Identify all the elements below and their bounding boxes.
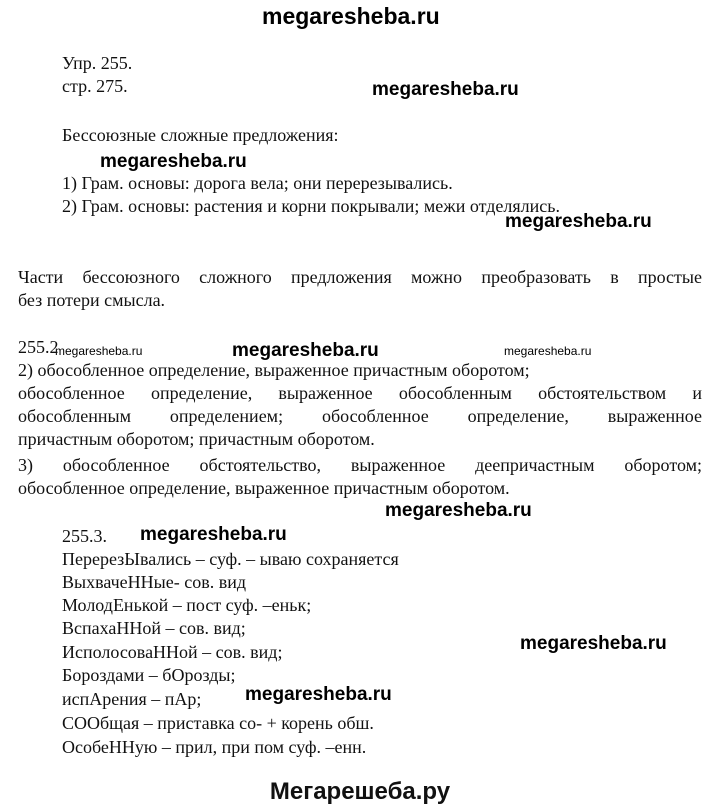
watermark: megaresheba.ru [372,79,519,100]
list-item: ПеререзЫвались – суф. – ываю сохраняется [62,549,399,569]
watermark-small: megaresheba.ru [504,344,592,358]
list-item: ОсобеННую – прил, при пом суф. –енн. [62,737,367,757]
watermark: megaresheba.ru [100,151,247,172]
list-item: ВспахаННой – сов. вид; [62,618,246,638]
watermark: megaresheba.ru [140,524,287,545]
list-item: Бороздами – бОрозды; [62,665,236,685]
watermark: megaresheba.ru [232,340,379,361]
list-item: МолодЕнькой – пост суф. –еньк; [62,595,312,615]
list-item: испАрения – пАр; [62,689,202,709]
exercise-number: Упр. 255. [62,53,133,73]
paragraph-line: без потери смысла. [18,290,166,310]
section3-heading: 255.3. [62,526,107,546]
list-item: ВыхвачеННые- сов. вид [62,572,247,592]
watermark: megaresheba.ru [520,633,667,654]
watermark: megaresheba.ru [505,211,652,232]
watermark-small: megaresheba.ru [55,344,143,358]
section2-line: 3) обособленное обстоятельство, выраженное деепричастным оборотом; [18,455,702,475]
section2-line: 2) обособленное определение, выраженное причастным оборотом; [18,360,530,380]
section1-title: Бессоюзные сложные предложения: [62,125,339,145]
section1-item: 2) Грам. основы: растения и корни покрывали; межи отделялись. [62,196,560,216]
section2-heading: 255.2 [18,337,59,357]
watermark-top: megaresheba.ru [262,3,440,29]
section2-line: обособленное определение, выраженное обособленным обстоятельством и [18,383,702,403]
footer-brand: Мегарешеба.ру [269,778,451,805]
section2-line: причастным оборотом; причастным оборотом. [18,429,375,449]
watermark: megaresheba.ru [385,500,532,521]
section2-line: обособленное определение, выраженное причастным оборотом. [18,478,510,498]
paragraph-line: Части бессоюзного сложного предложения можно преобразовать в простые [18,267,702,287]
page-number: стр. 275. [62,76,128,96]
list-item: ИсполосоваННой – сов. вид; [62,642,283,662]
section2-line: обособленным определением; обособленное определение, выраженное [18,406,702,426]
list-item: СООбщая – приставка со- + корень обш. [62,713,374,733]
section1-item: 1) Грам. основы: дорога вела; они перерезывались. [62,173,453,193]
watermark: megaresheba.ru [245,684,392,705]
